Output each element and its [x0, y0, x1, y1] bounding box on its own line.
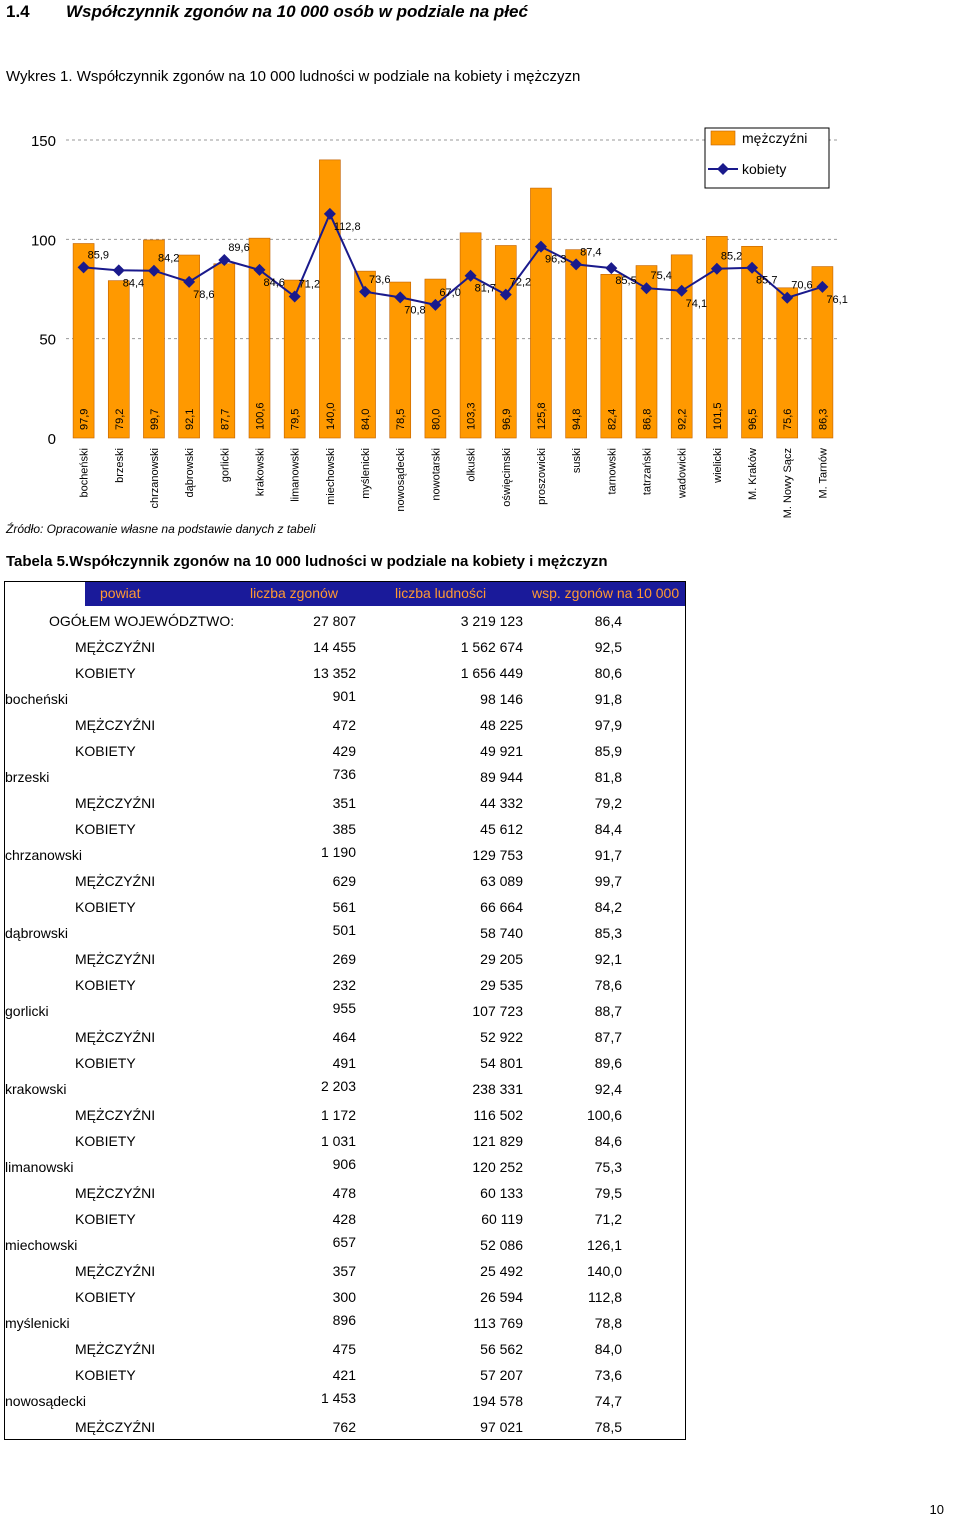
category-label: dąbrowski: [184, 448, 197, 498]
data-label-men: 79,5: [289, 408, 302, 430]
cell-population: 56 562: [480, 1341, 523, 1357]
cell-rate: 84,4: [594, 821, 622, 837]
cell-deaths: 1 031: [320, 1133, 356, 1149]
data-label-men: 75,6: [782, 408, 795, 430]
cell-population: 113 769: [473, 1315, 523, 1331]
header-powiat: powiat: [100, 585, 141, 601]
data-label-women: 71,2: [298, 278, 321, 291]
bar-men: [319, 160, 340, 438]
cell-powiat: KOBIETY: [75, 821, 136, 837]
cell-deaths: 385: [332, 821, 356, 837]
data-label-men: 99,7: [148, 408, 161, 430]
cell-deaths: 1 190: [320, 844, 356, 860]
bar-men: [530, 188, 551, 438]
cell-deaths: 736: [332, 766, 356, 782]
cell-population: 107 723: [472, 1003, 523, 1019]
cell-deaths: 478: [332, 1185, 356, 1201]
cell-rate: 112,8: [588, 1289, 622, 1305]
cell-rate: 79,5: [594, 1185, 622, 1201]
table-row: [5, 661, 685, 687]
category-label: krakowski: [254, 448, 267, 497]
data-label-women: 85,9: [87, 249, 110, 262]
table-row: [5, 921, 685, 947]
cell-deaths: 232: [332, 977, 356, 993]
table-caption: Tabela 5.Współczynnik zgonów na 10 000 ludności w podziale na kobiety i mężczyzn: [6, 553, 608, 570]
data-label-men: 101,5: [711, 402, 724, 430]
data-label-men: 92,2: [676, 408, 689, 430]
cell-deaths: 357: [332, 1263, 356, 1279]
cell-deaths: 475: [332, 1341, 356, 1357]
table-row: [5, 713, 685, 739]
category-label: gorlicki: [219, 448, 232, 483]
cell-rate: 78,8: [594, 1315, 622, 1331]
cell-population: 129 753: [472, 847, 523, 863]
data-label-women: 72,2: [509, 276, 532, 289]
cell-population: 44 332: [480, 795, 523, 811]
data-label-women: 84,6: [263, 276, 285, 289]
data-label-women: 87,4: [580, 246, 602, 259]
cell-powiat: limanowski: [5, 1159, 74, 1175]
category-label: miechowski: [324, 448, 337, 505]
data-label-men: 125,8: [535, 402, 548, 430]
cell-powiat: myślenicki: [5, 1315, 70, 1331]
cell-population: 45 612: [480, 821, 523, 837]
table-row: [5, 1233, 685, 1259]
cell-deaths: 762: [332, 1419, 356, 1435]
data-label-women: 81,7: [474, 282, 497, 295]
category-label: limanowski: [289, 448, 302, 502]
cell-population: 58 740: [480, 925, 523, 941]
cell-deaths: 428: [332, 1211, 356, 1227]
cell-powiat: MĘŻCZYŹNI: [75, 1029, 156, 1045]
table-row: [5, 843, 685, 869]
cell-powiat: KOBIETY: [75, 1133, 136, 1149]
category-label: M. Nowy Sącz: [782, 448, 795, 519]
cell-powiat: MĘŻCZYŹNI: [75, 1107, 156, 1123]
cell-deaths: 421: [332, 1367, 356, 1383]
cell-deaths: 561: [332, 899, 356, 915]
data-label-women: 67,0: [439, 286, 461, 299]
data-label-men: 96,5: [747, 408, 760, 430]
cell-rate: 87,7: [594, 1029, 622, 1045]
cell-deaths: 269: [332, 951, 356, 967]
section-heading: [6, 2, 528, 22]
legend-label-men: mężczyźni: [742, 130, 808, 146]
data-label-women: 76,1: [826, 293, 848, 306]
cell-deaths: 657: [332, 1234, 356, 1250]
table-row: [5, 1103, 685, 1129]
cell-population: 29 205: [480, 951, 523, 967]
cell-powiat: MĘŻCZYŹNI: [75, 1419, 156, 1435]
cell-population: 238 331: [472, 1081, 523, 1097]
legend-swatch-men: [711, 131, 735, 145]
table-row: [5, 739, 685, 765]
cell-rate: 75,3: [594, 1159, 622, 1175]
cell-rate: 78,5: [594, 1419, 622, 1435]
category-label: olkuski: [465, 448, 478, 482]
chart: [0, 100, 960, 520]
cell-powiat: KOBIETY: [75, 1211, 136, 1227]
cell-deaths: 896: [332, 1312, 356, 1328]
cell-powiat: miechowski: [5, 1237, 78, 1253]
y-tick-label: 50: [39, 331, 56, 349]
cell-rate: 88,7: [594, 1003, 622, 1019]
section-title: Współczynnik zgonów na 10 000 osób w podziale na płeć: [66, 2, 528, 21]
cell-rate: 78,6: [594, 977, 622, 993]
data-label-women: 96,3: [544, 253, 567, 266]
cell-rate: 71,2: [594, 1211, 622, 1227]
cell-powiat: krakowski: [5, 1081, 67, 1097]
cell-powiat: nowosądecki: [5, 1393, 86, 1409]
y-tick-label: 100: [30, 232, 56, 250]
data-table: [4, 581, 686, 1440]
header-rate: wsp. zgonów na 10 000: [532, 585, 680, 601]
table-row: [5, 1363, 685, 1389]
cell-population: 25 492: [480, 1263, 523, 1279]
table-row: [5, 1207, 685, 1233]
data-label-men: 82,4: [606, 408, 619, 430]
cell-population: 194 578: [472, 1393, 523, 1409]
header-deaths: liczba zgonów: [250, 585, 338, 601]
data-label-men: 79,2: [113, 408, 126, 430]
cell-powiat: KOBIETY: [75, 743, 136, 759]
category-label: M. Tarnów: [817, 448, 830, 499]
category-label: oświęcimski: [500, 448, 513, 507]
cell-deaths: 1 172: [320, 1107, 356, 1123]
data-label-women: 75,4: [650, 270, 672, 283]
cell-deaths: 300: [332, 1289, 356, 1305]
data-label-men: 100,6: [254, 402, 267, 430]
cell-deaths: 501: [332, 922, 356, 938]
cell-rate: 84,2: [594, 899, 622, 915]
cell-population: 63 089: [480, 873, 523, 889]
cell-population: 54 801: [480, 1055, 523, 1071]
cell-rate: 89,6: [594, 1055, 622, 1071]
cell-deaths: 429: [332, 743, 356, 759]
table-row: [5, 1415, 685, 1440]
section-number: 1.4: [6, 2, 30, 21]
cell-powiat: brzeski: [5, 769, 50, 785]
cell-powiat: KOBIETY: [75, 1367, 136, 1383]
cell-rate: 85,3: [594, 925, 622, 941]
table-row: [5, 609, 685, 635]
cell-deaths: 464: [332, 1029, 356, 1045]
cell-powiat: MĘŻCZYŹNI: [75, 951, 156, 967]
data-label-men: 78,5: [395, 408, 408, 430]
source-note: Źródło: Opracowanie własne na podstawie danych z tabeli: [6, 522, 316, 536]
data-label-women: 112,8: [333, 220, 361, 233]
data-label-men: 140,0: [324, 402, 337, 430]
cell-population: 48 225: [480, 717, 523, 733]
point-women: [113, 264, 125, 276]
data-label-men: 94,8: [571, 408, 584, 430]
table-row: [5, 765, 685, 791]
legend-label-women: kobiety: [742, 161, 787, 177]
cell-deaths: 491: [332, 1055, 356, 1071]
cell-population: 52 922: [480, 1029, 523, 1045]
cell-deaths: 955: [332, 1000, 356, 1016]
table-row: [5, 1285, 685, 1311]
cell-rate: 84,0: [594, 1341, 622, 1357]
cell-deaths: 1 453: [320, 1390, 356, 1406]
cell-powiat: MĘŻCZYŹNI: [75, 1341, 156, 1357]
table-row: [5, 1051, 685, 1077]
category-label: nowotarski: [430, 448, 443, 501]
cell-rate: 140,0: [586, 1263, 622, 1279]
data-label-men: 86,3: [817, 408, 830, 430]
data-label-women: 70,8: [404, 304, 426, 317]
data-label-men: 92,1: [184, 408, 197, 430]
cell-rate: 91,8: [594, 691, 622, 707]
data-label-women: 73,6: [369, 273, 391, 286]
data-label-women: 84,2: [157, 252, 180, 265]
data-label-men: 80,0: [430, 408, 443, 430]
cell-powiat: gorlicki: [5, 1003, 49, 1019]
cell-deaths: 629: [332, 873, 356, 889]
category-label: wielicki: [711, 448, 724, 483]
table-row: [5, 817, 685, 843]
cell-deaths: 27 807: [313, 613, 356, 629]
data-label-men: 87,7: [219, 408, 232, 430]
cell-rate: 92,5: [594, 639, 622, 655]
data-label-women: 78,6: [193, 288, 215, 301]
cell-rate: 79,2: [594, 795, 622, 811]
cell-rate: 99,7: [594, 873, 622, 889]
table-row: [5, 1129, 685, 1155]
table-row: [5, 635, 685, 661]
table-row: [5, 1311, 685, 1337]
point-women: [605, 262, 617, 274]
data-label-women: 85,7: [756, 274, 778, 287]
table-row: [5, 687, 685, 713]
chart-caption: Wykres 1. Współczynnik zgonów na 10 000 ludności w podziale na kobiety i mężczyzn: [6, 68, 581, 85]
cell-rate: 80,6: [594, 665, 622, 681]
table-row: [5, 1155, 685, 1181]
cell-rate: 100,6: [586, 1107, 622, 1123]
data-label-men: 84,0: [360, 408, 373, 430]
table-row: [5, 1259, 685, 1285]
cell-population: 29 535: [480, 977, 523, 993]
cell-rate: 97,9: [594, 717, 622, 733]
table-row: [5, 791, 685, 817]
category-label: brzeski: [113, 448, 126, 483]
cell-population: 116 502: [473, 1107, 523, 1123]
cell-powiat: dąbrowski: [5, 925, 69, 941]
cell-population: 98 146: [480, 691, 523, 707]
cell-rate: 85,9: [594, 743, 622, 759]
cell-population: 89 944: [480, 769, 523, 785]
table-row: [5, 973, 685, 999]
table-row: [5, 1077, 685, 1103]
table-row: [5, 1181, 685, 1207]
cell-powiat: KOBIETY: [75, 899, 136, 915]
cell-rate: 126,1: [586, 1237, 622, 1253]
cell-population: 26 594: [480, 1289, 523, 1305]
data-label-men: 86,8: [641, 408, 654, 430]
cell-population: 60 133: [480, 1185, 523, 1201]
category-label: wadowicki: [676, 448, 689, 499]
cell-population: 121 829: [472, 1133, 523, 1149]
cell-powiat: MĘŻCZYŹNI: [75, 1185, 156, 1201]
cell-rate: 86,4: [594, 613, 622, 629]
cell-rate: 92,1: [594, 951, 622, 967]
cell-powiat: MĘŻCZYŹNI: [75, 795, 156, 811]
cell-population: 1 656 449: [460, 665, 523, 681]
cell-population: 1 562 674: [460, 639, 523, 655]
cell-population: 97 021: [480, 1419, 523, 1435]
cell-population: 60 119: [481, 1211, 523, 1227]
cell-deaths: 472: [332, 717, 356, 733]
cell-population: 66 664: [480, 899, 523, 915]
category-label: bocheński: [78, 448, 91, 498]
cell-rate: 81,8: [594, 769, 622, 785]
header-population: liczba ludności: [395, 585, 487, 601]
data-label-women: 84,4: [122, 277, 145, 290]
cell-rate: 73,6: [594, 1367, 622, 1383]
cell-population: 52 086: [480, 1237, 523, 1253]
data-label-women: 89,6: [228, 241, 250, 254]
category-label: M. Kraków: [747, 448, 760, 500]
category-label: chrzanowski: [148, 448, 161, 509]
cell-powiat: bocheński: [5, 691, 69, 707]
cell-rate: 91,7: [594, 847, 622, 863]
category-label: myślenicki: [360, 448, 373, 499]
cell-powiat: KOBIETY: [75, 1055, 136, 1071]
cell-powiat: KOBIETY: [75, 1289, 136, 1305]
table-row: [5, 1025, 685, 1051]
cell-powiat: KOBIETY: [75, 665, 136, 681]
table-row: [5, 1389, 685, 1415]
table-row: [5, 947, 685, 973]
cell-powiat: MĘŻCZYŹNI: [75, 639, 156, 655]
cell-powiat: chrzanowski: [5, 847, 83, 863]
cell-deaths: 906: [332, 1156, 356, 1172]
cell-population: 49 921: [480, 743, 523, 759]
category-label: tatrzański: [641, 448, 654, 496]
cell-rate: 84,6: [594, 1133, 622, 1149]
table-row: [5, 999, 685, 1025]
cell-powiat: MĘŻCZYŹNI: [75, 873, 156, 889]
cell-population: 57 207: [480, 1367, 523, 1383]
table-row: [5, 1337, 685, 1363]
cell-deaths: 14 455: [313, 639, 356, 655]
data-label-men: 96,9: [500, 408, 513, 430]
data-label-men: 97,9: [78, 408, 91, 430]
cell-powiat: MĘŻCZYŹNI: [75, 1263, 156, 1279]
data-label-women: 70,6: [791, 279, 813, 292]
category-label: proszowicki: [535, 448, 548, 505]
table-header: [85, 582, 686, 606]
cell-powiat: OGÓŁEM WOJEWÓDZTWO:: [49, 613, 235, 629]
cell-rate: 92,4: [594, 1081, 622, 1097]
cell-deaths: 13 352: [313, 665, 356, 681]
y-tick-label: 0: [47, 431, 56, 448]
cell-population: 3 219 123: [460, 613, 523, 629]
data-label-men: 103,3: [465, 402, 478, 430]
cell-deaths: 901: [332, 688, 356, 704]
data-label-women: 85,2: [720, 250, 743, 263]
category-label: suski: [571, 448, 584, 474]
table-row: [5, 869, 685, 895]
cell-powiat: KOBIETY: [75, 977, 136, 993]
cell-deaths: 2 203: [320, 1078, 356, 1094]
category-label: nowosądecki: [395, 448, 408, 512]
y-tick-label: 150: [30, 133, 56, 150]
data-label-women: 85,5: [615, 275, 637, 288]
cell-deaths: 351: [332, 795, 356, 811]
cell-powiat: MĘŻCZYŹNI: [75, 717, 156, 733]
cell-rate: 74,7: [594, 1393, 622, 1409]
cell-population: 120 252: [472, 1159, 523, 1175]
table-row: [5, 895, 685, 921]
page-number: 10: [929, 1502, 944, 1517]
data-label-women: 74,1: [685, 297, 708, 310]
category-label: tarnowski: [606, 448, 619, 495]
